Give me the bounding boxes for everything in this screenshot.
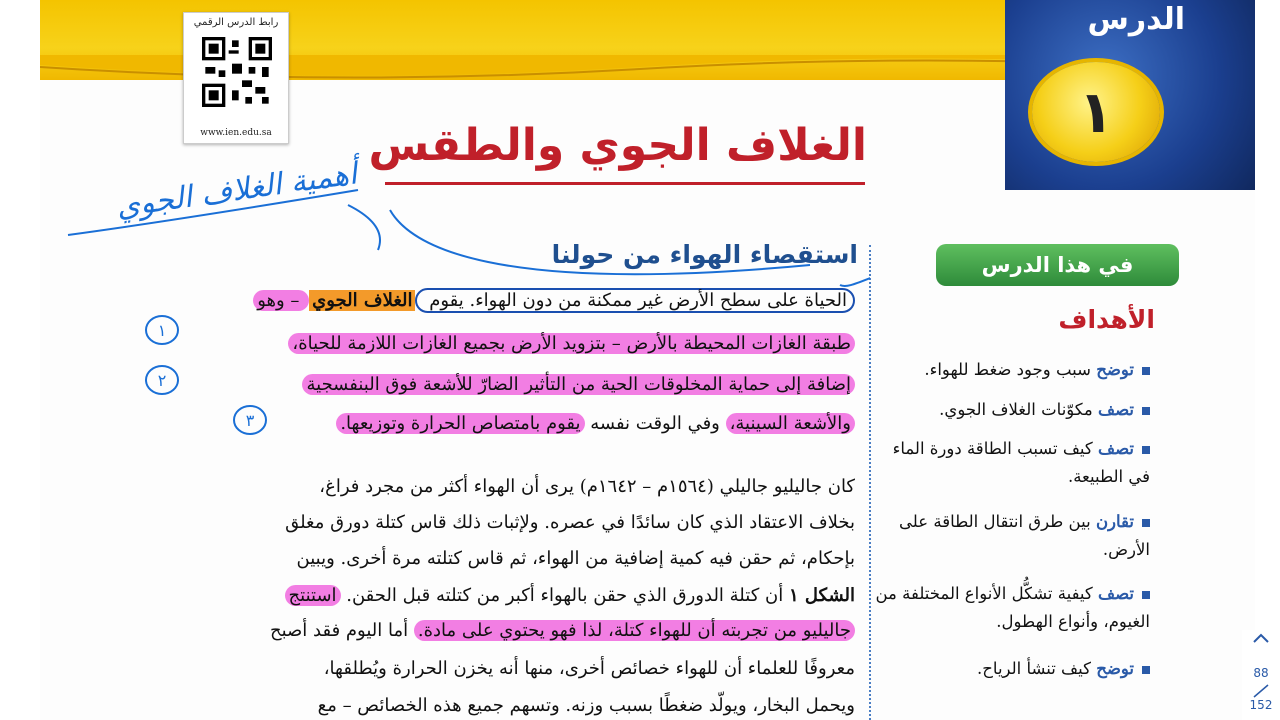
in-this-lesson-banner: في هذا الدرس <box>936 244 1179 286</box>
svg-text:٣: ٣ <box>245 411 255 430</box>
highlight: جاليليو من تجربته أن للهواء كتلة، لذا فهو يحتوي على مادة. <box>414 620 855 641</box>
qr-code-card[interactable] <box>183 12 289 144</box>
paragraph2-line4 <box>285 585 855 606</box>
goal-verb: توضح <box>1096 360 1134 379</box>
handwritten-annotation <box>58 150 388 260</box>
paragraph1-line3 <box>302 374 855 395</box>
bullet-icon <box>1142 367 1150 375</box>
paragraph1-line4 <box>336 413 855 434</box>
highlight: – وهو <box>253 290 309 311</box>
textbook-page <box>40 0 1255 720</box>
paragraph1-line1 <box>253 290 855 311</box>
page-navigator <box>1242 630 1280 720</box>
figure-reference[interactable]: الشكل ١ <box>788 585 855 606</box>
plain-text: أن كتلة الدورق الذي حقن بالهواء أكبر من كتلته قبل الحقن. <box>340 585 789 606</box>
paragraph2-line5 <box>270 620 855 641</box>
goal-item <box>870 396 1150 424</box>
goal-text: كيف تسبب الطاقة دورة الماء في الطبيعة. <box>892 439 1150 486</box>
bullet-icon <box>1142 446 1150 454</box>
total-pages: 152 <box>1249 698 1273 712</box>
goal-item <box>870 435 1150 491</box>
goal-item <box>870 356 1150 384</box>
chevron-up-icon[interactable] <box>1252 632 1270 644</box>
svg-text:١: ١ <box>157 321 167 340</box>
lesson-word: الدرس <box>1087 2 1185 37</box>
highlight: استنتج <box>285 585 341 606</box>
goal-text: مكوّنات الغلاف الجوي. <box>939 400 1099 419</box>
highlight: يقوم بامتصاص الحرارة وتوزيعها. <box>336 413 584 434</box>
annotation-arrows <box>370 205 870 300</box>
page-separator <box>1252 684 1270 698</box>
lesson-number: ١ <box>1078 78 1114 146</box>
circled-sentence: الحياة على سطح الأرض غير ممكنة من دون الهواء. يقوم <box>415 288 855 313</box>
title-underline <box>385 182 865 185</box>
svg-text:٢: ٢ <box>157 371 167 390</box>
goal-verb: تصف <box>1098 400 1134 419</box>
paragraph2-line6: معروفًا للعلماء أن للهواء خصائص أخرى، منها أنه يخزن الحرارة ويُطلقها، <box>323 658 855 679</box>
plain-text: وفي الوقت نفسه <box>584 413 726 434</box>
goal-text: سبب وجود ضغط للهواء. <box>924 360 1097 379</box>
paragraph2-line3: بإحكام، ثم حقن فيه كمية إضافية من الهواء، ثم قاس كتلته مرة أخرى. ويبين <box>296 548 855 569</box>
goal-text: كيفية تشكُّل الأنواع المختلفة من الغيوم، وأنواع الهطول. <box>875 584 1150 631</box>
goal-item <box>870 655 1150 683</box>
goal-item <box>870 508 1150 564</box>
qr-label: رابط الدرس الرقمي <box>193 17 279 28</box>
bullet-icon <box>1142 666 1150 674</box>
paragraph1-line2 <box>288 333 855 354</box>
goal-verb: تقارن <box>1095 512 1134 531</box>
plain-text: أما اليوم فقد أصبح <box>269 620 414 641</box>
bullet-icon <box>1142 591 1150 599</box>
highlight: والأشعة السينية، <box>726 413 855 434</box>
qr-url[interactable]: www.ien.edu.sa <box>200 128 272 138</box>
lesson-title: الغلاف الجوي والطقس <box>368 120 867 171</box>
goal-verb: تصف <box>1098 439 1134 458</box>
goal-text: كيف تنشأ الرياح. <box>977 659 1097 678</box>
highlight: طبقة الغازات المحيطة بالأرض – بتزويد الأرض بجميع الغازات اللازمة للحياة، <box>288 333 855 354</box>
handwritten-note: أهمية الغلاف الجوي <box>114 156 360 225</box>
goal-verb: تصف <box>1098 584 1134 603</box>
paragraph2-line2: بخلاف الاعتقاد الذي كان سائدًا في عصره. ولإثبات ذلك قاس كتلة دورق مغلق <box>285 512 855 533</box>
goal-verb: توضح <box>1096 659 1134 678</box>
section-heading: استقصاء الهواء من حولنا <box>551 240 858 269</box>
lesson-badge <box>1005 0 1255 190</box>
lesson-number-disc <box>1032 62 1160 162</box>
highlight: إضافة إلى حماية المخلوقات الحية من التأثير الضارّ للأشعة فوق البنفسجية <box>302 374 855 395</box>
bullet-icon <box>1142 407 1150 415</box>
bullet-icon <box>1142 519 1150 527</box>
key-term: الغلاف الجوي <box>309 290 415 311</box>
goal-text: بين طرق انتقال الطاقة على الأرض. <box>899 512 1150 559</box>
qr-code-icon <box>202 37 272 107</box>
goals-title: الأهداف <box>1058 305 1155 334</box>
handwritten-numbers <box>140 305 320 445</box>
paragraph2-line1: كان جاليليو جاليلي (١٥٦٤م – ١٦٤٢م) يرى أن الهواء أكثر من مجرد فراغ، <box>319 476 855 497</box>
current-page: 88 <box>1253 666 1269 680</box>
paragraph2-line7: ويحمل البخار، ويولّد ضغطًا بسبب وزنه. وتسهم جميع هذه الخصائص – مع <box>317 695 855 716</box>
goal-item <box>870 580 1150 636</box>
